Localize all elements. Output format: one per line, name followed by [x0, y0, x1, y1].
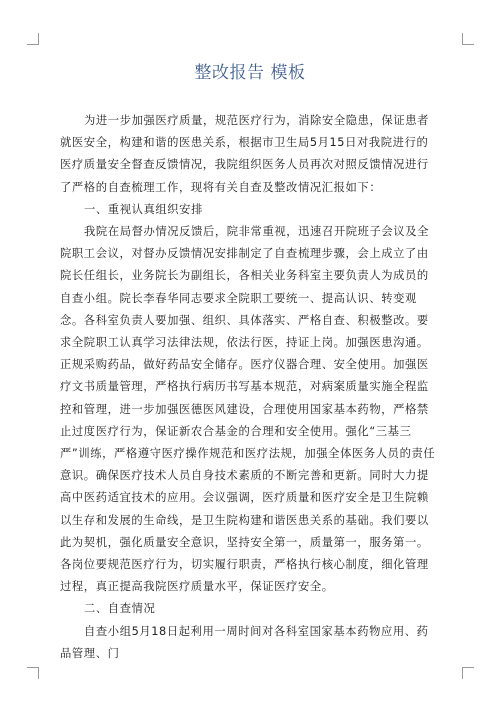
document-body — [60, 110, 440, 665]
crop-mark-top-left — [27, 33, 39, 45]
intro-paragraph: 为进一步加强医疗质量，规范医疗行为，消除安全隐患，保证患者就医安全，构建和谐的医患关系，根据市卫生局5月15日对我院进行的医疗质量安全督查反馈情况，我院组织医务人员再次对照反馈情况进行了严格的自查梳理工作，现将有关自查及整改情况汇报如下： — [60, 114, 430, 194]
document-title: 整改报告 模板 — [194, 63, 306, 83]
crop-mark-top-right — [462, 33, 474, 45]
crop-mark-bottom-left — [27, 667, 39, 679]
section-1-paragraph: 我院在局督办情况反馈后，院非常重视，迅速召开院班子会议及全院职工会议，对督办反馈情况安排制定了自查梳理步骤，会上成立了由院长任组长，业务院长为副组长，各相关业务科室主要负责人为成员的自查小组。院长李春华同志要求全院职工要统一、提高认识、转变观念。各科室负责人要加强、组织、具体落实、严格自查、积极整改。要求全院职工认真学习法律法规，依法行医，持证上岗。加强医患沟通。正规采购药品，做好药品安全储存。医疗仪器合理、安全使用。加强医疗文书质量管理，严格执行病历书写基本规范，对病案质量实施全程监控和管理，进一步加强医德医风建设，合理使用国家基本药物，严格禁止过度医疗行为，保证新农合基金的合理和安全使用。强化“三基三严”训练，严格遵守医疗操作规范和医疗法规，加强全体医务人员的责任意识。确保医疗技术人员自身技术素质的不断完善和更新。同时大力提高中医药适宜技术的应用。会议强调，医疗质量和医疗安全是卫生院赖以生存和发展的生命线，是卫生院构建和谐医患关系的基础。我们要以此为契机，强化质量安全意识，坚持安全第一，质量第一，服务第一。各岗位要规范医疗行为，切实履行职责，严格执行核心制度，细化管理过程，真正提高我院医疗质量水平，保证医疗安全。 — [60, 225, 436, 594]
section-2-heading: 二、自查情况 — [84, 602, 156, 616]
crop-mark-bottom-right — [462, 667, 474, 679]
section-1-heading: 一、重视认真组织安排 — [84, 202, 203, 216]
section-2-paragraph: 自查小组5月18日起利用一周时间对各科室国家基本药物应用、药品管理、门 — [60, 624, 429, 660]
